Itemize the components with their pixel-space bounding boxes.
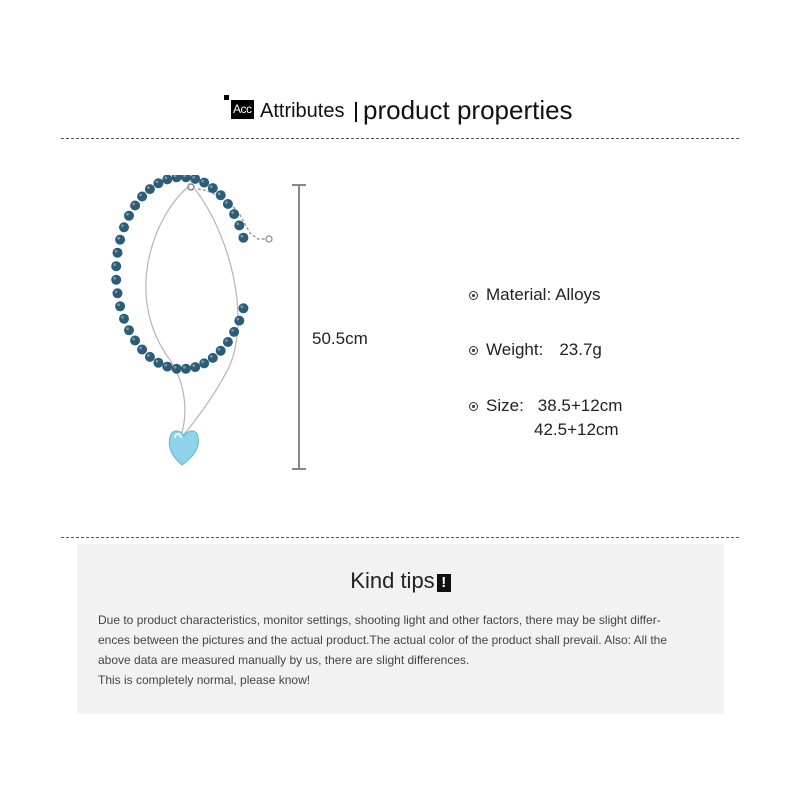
outer-chain	[146, 187, 188, 437]
inner-chain	[182, 189, 238, 437]
heart-pendant	[169, 431, 198, 465]
bead	[145, 352, 155, 362]
bead-highlight	[132, 338, 135, 341]
clasp	[188, 184, 194, 190]
bead-highlight	[139, 194, 142, 197]
tips-line: above data are measured manually by us, there are slight differences.	[98, 653, 470, 667]
page-title: product properties	[363, 95, 573, 125]
bead-highlight	[218, 192, 221, 195]
size-value-1: 38.5+12cm	[537, 396, 623, 415]
bead-highlight	[126, 327, 129, 330]
bead	[137, 345, 147, 355]
bead-highlight	[201, 180, 204, 183]
height-ruler	[291, 183, 307, 473]
bead	[115, 301, 125, 311]
bead-highlight	[164, 177, 167, 180]
kind-tips-title: Kind tips	[350, 568, 435, 593]
bead	[199, 358, 209, 368]
warning-icon: !	[437, 574, 451, 592]
bead-highlight	[113, 263, 116, 266]
bead	[119, 314, 129, 324]
bead	[208, 183, 218, 193]
bead-highlight	[231, 329, 234, 332]
bead-highlight	[192, 364, 195, 367]
necklace-image	[100, 175, 280, 475]
bead-highlight	[225, 201, 228, 204]
bead-highlight	[121, 316, 124, 319]
bead	[234, 316, 244, 326]
bead-highlight	[115, 290, 118, 293]
bead-highlight	[117, 237, 120, 240]
top-dashed-divider	[61, 138, 739, 139]
bead-highlight	[241, 235, 244, 238]
bead	[216, 346, 226, 356]
bead	[130, 201, 140, 211]
tips-line: Due to product characteristics, monitor settings, shooting light and other factors, there may be slight differ-	[98, 613, 661, 627]
bead	[111, 261, 121, 271]
bead-highlight	[156, 360, 159, 363]
spec-material	[469, 285, 601, 305]
bead-highlight	[164, 364, 167, 367]
bead	[229, 327, 239, 337]
spec-weight	[469, 340, 602, 360]
bead	[223, 199, 233, 209]
bead	[229, 209, 239, 219]
bead-highlight	[225, 339, 228, 342]
bead-highlight	[115, 250, 118, 253]
bead	[130, 336, 140, 346]
bead-highlight	[121, 224, 124, 227]
bead-highlight	[126, 213, 129, 216]
bead	[208, 353, 218, 363]
bead-highlight	[139, 347, 142, 350]
weight-key: Weight:	[486, 340, 544, 359]
bead	[190, 175, 200, 184]
bead-highlight	[156, 180, 159, 183]
bead	[124, 211, 134, 221]
bead-highlight	[218, 348, 221, 351]
bead	[172, 364, 182, 374]
bead	[234, 220, 244, 230]
bead	[111, 275, 121, 285]
kind-tips-text	[98, 610, 710, 690]
bead	[238, 303, 248, 313]
dimension-label: 50.5cm	[312, 329, 368, 348]
bead-highlight	[236, 318, 239, 321]
bead	[145, 184, 155, 194]
acc-badge: Acc	[231, 100, 254, 119]
bead	[162, 362, 172, 372]
size-key: Size:	[486, 396, 524, 415]
weight-value: 23.7g	[559, 340, 602, 359]
bead	[119, 222, 129, 232]
bullet-icon	[469, 346, 478, 355]
bead-highlight	[147, 186, 150, 189]
bead-highlight	[192, 176, 195, 179]
bead	[113, 288, 123, 298]
bead-highlight	[117, 303, 120, 306]
bead	[172, 175, 182, 182]
bead-highlight	[174, 366, 177, 369]
size-value-2: 42.5+12cm	[534, 420, 619, 439]
bead-highlight	[210, 355, 213, 358]
bottom-dashed-divider	[61, 537, 739, 538]
bead	[199, 178, 209, 188]
material-key: Material:	[486, 285, 552, 304]
bead	[153, 358, 163, 368]
decorative-dot	[224, 95, 229, 100]
bead	[162, 175, 172, 184]
header-divider	[355, 102, 357, 122]
spec-size	[469, 396, 622, 416]
bead-highlight	[183, 366, 186, 369]
bead	[137, 192, 147, 202]
bead	[216, 190, 226, 200]
bead-highlight	[231, 211, 234, 214]
bead	[124, 325, 134, 335]
bullet-icon	[469, 291, 478, 300]
section-header	[0, 92, 800, 132]
bullet-icon	[469, 402, 478, 411]
bead-highlight	[241, 305, 244, 308]
bead	[181, 364, 191, 374]
material-value: Alloys	[555, 285, 601, 304]
tips-line: ences between the pictures and the actual product.The actual color of the product shall prevail. Also: All the	[98, 633, 668, 647]
bead-highlight	[210, 185, 213, 188]
bead	[113, 248, 123, 258]
clasp-ring	[266, 236, 272, 242]
bead-strand	[111, 175, 248, 374]
bead-highlight	[236, 223, 239, 226]
bead-highlight	[113, 277, 116, 280]
attributes-label: Attributes	[260, 100, 345, 122]
bead	[153, 178, 163, 188]
tips-line: This is completely normal, please know!	[98, 673, 311, 687]
bead	[190, 362, 200, 372]
bead-highlight	[132, 203, 135, 206]
bead	[181, 175, 191, 182]
kind-tips-heading	[77, 568, 724, 594]
bead	[115, 235, 125, 245]
bead-highlight	[201, 361, 204, 364]
bead-highlight	[147, 354, 150, 357]
bead	[238, 233, 248, 243]
kind-tips-panel	[77, 544, 724, 714]
bead	[223, 337, 233, 347]
